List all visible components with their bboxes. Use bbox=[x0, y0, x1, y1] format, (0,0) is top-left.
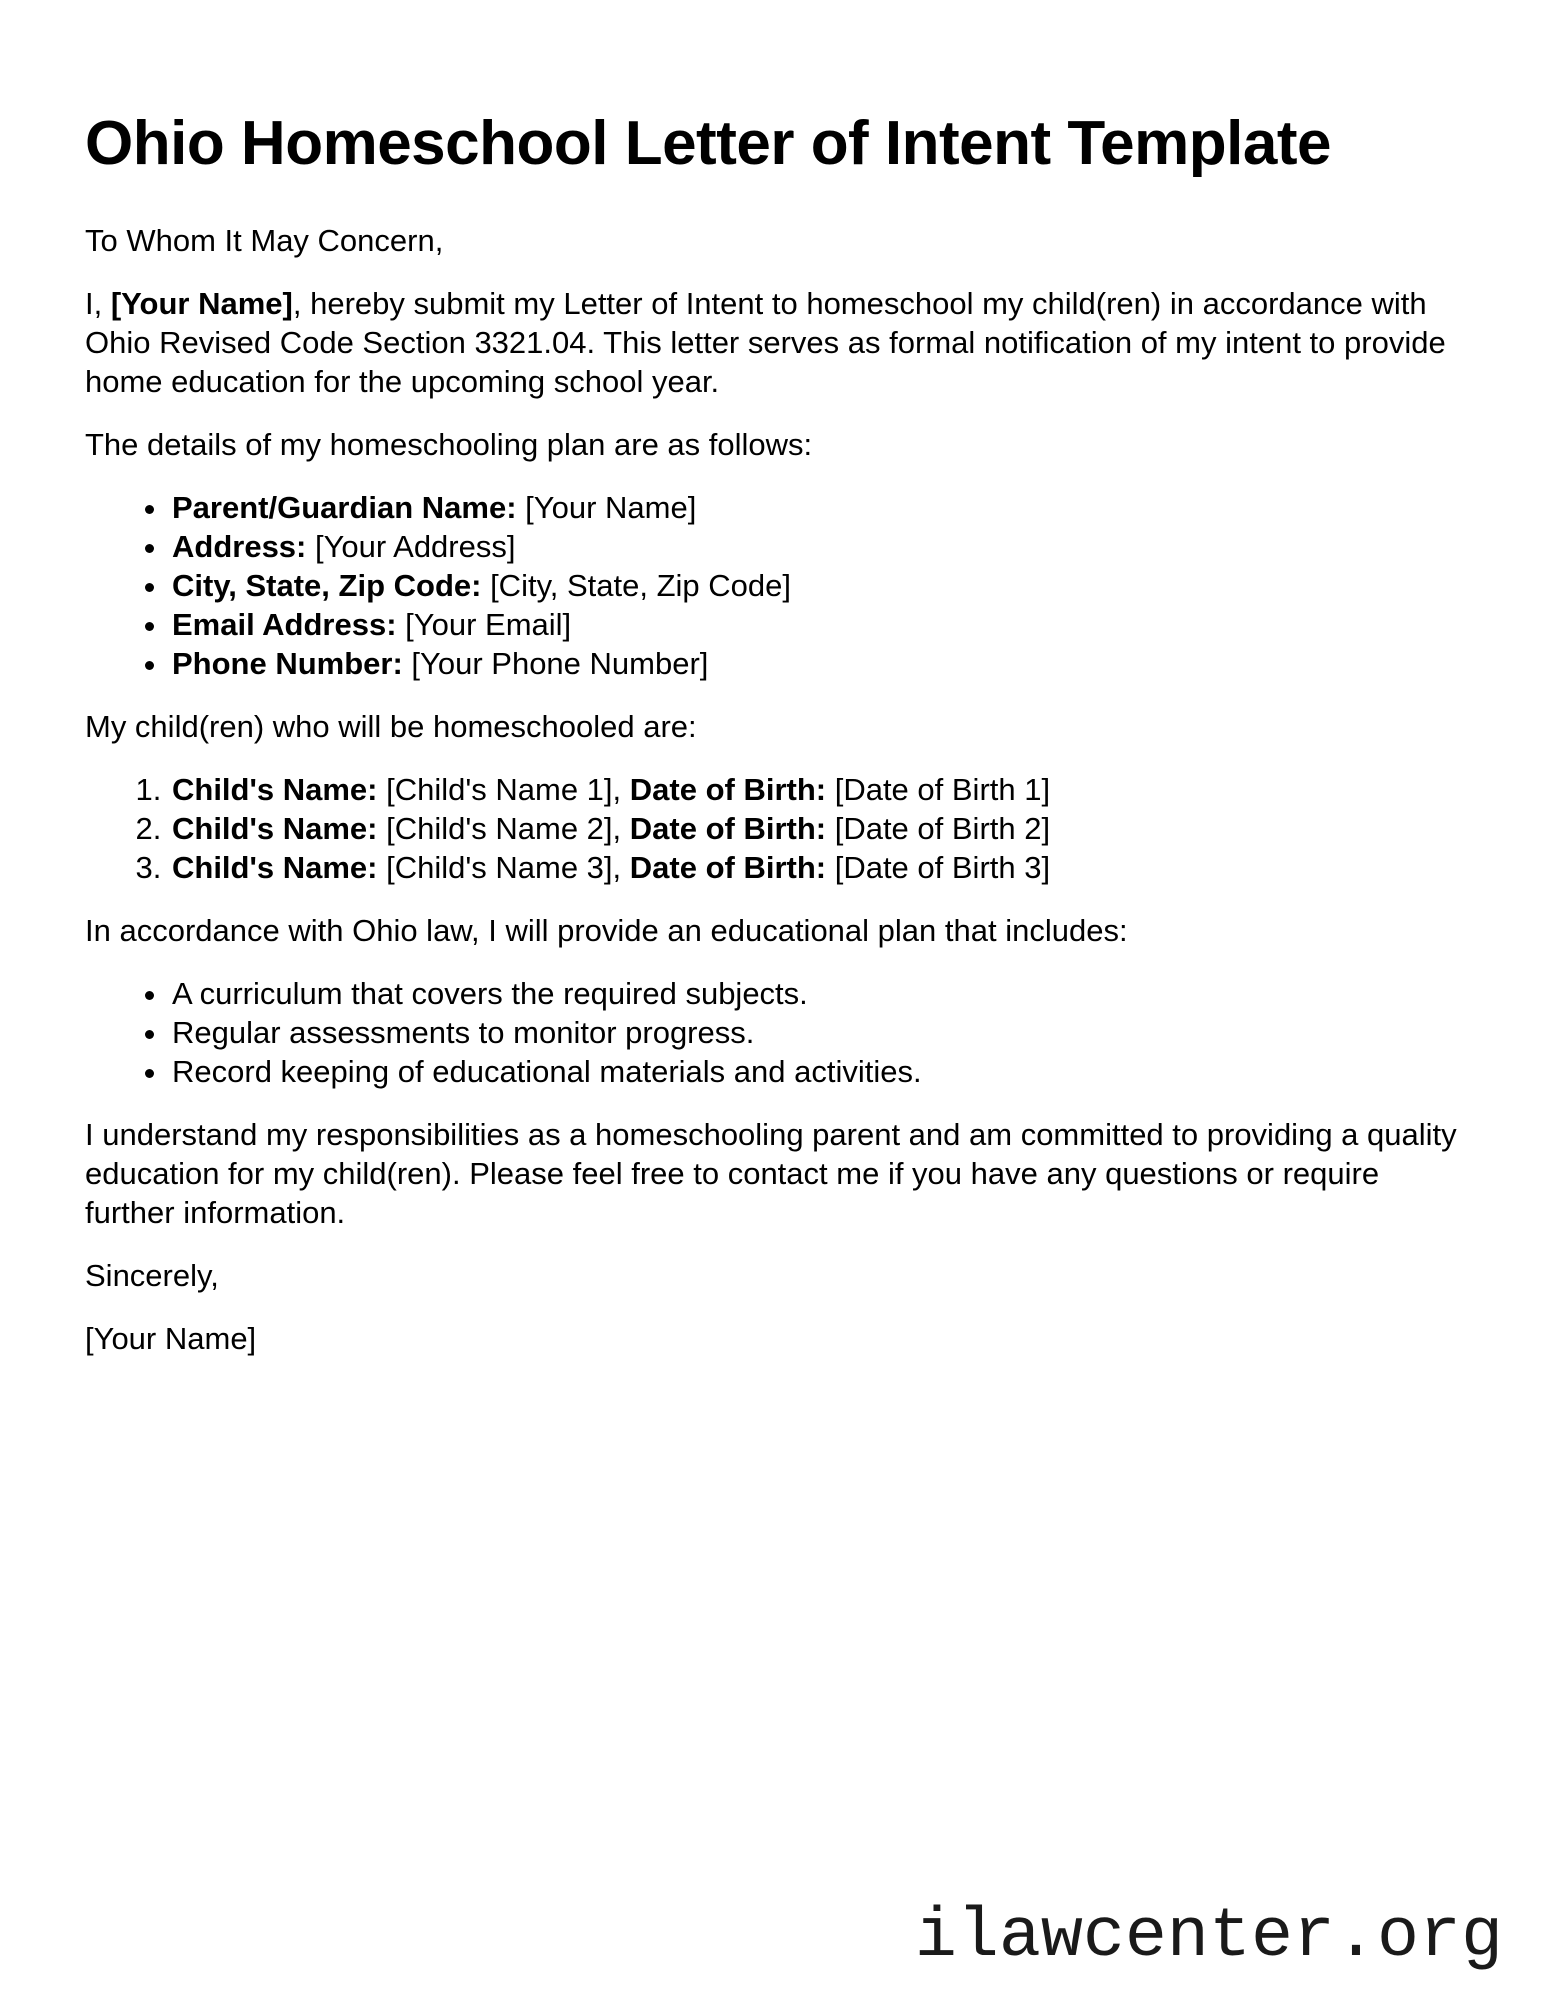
detail-value: [Your Name] bbox=[516, 490, 697, 525]
signature-placeholder: [Your Name] bbox=[85, 1321, 257, 1356]
child-name-value: [Child's Name 3], bbox=[377, 850, 630, 885]
children-list bbox=[85, 770, 1470, 887]
child-dob-value: [Date of Birth 3] bbox=[826, 850, 1051, 885]
your-name-placeholder: [Your Name] bbox=[110, 286, 293, 321]
child-name-label: Child's Name: bbox=[172, 772, 378, 807]
list-item-parent-name bbox=[170, 488, 1470, 527]
child-name-label: Child's Name: bbox=[172, 850, 378, 885]
details-heading: The details of my homeschooling plan are as follows: bbox=[85, 427, 813, 462]
list-item-phone bbox=[170, 644, 1470, 683]
details-list bbox=[85, 488, 1470, 683]
detail-label: Email Address: bbox=[172, 607, 397, 642]
children-heading: My child(ren) who will be homeschooled are: bbox=[85, 709, 697, 744]
child-dob-label: Date of Birth: bbox=[629, 811, 827, 846]
intro-prefix: I, bbox=[85, 286, 111, 321]
page-title: Ohio Homeschool Letter of Intent Template bbox=[85, 109, 1331, 178]
plan-item-assessments: • Regular assessments to monitor progress. bbox=[170, 1013, 1470, 1052]
detail-value: [Your Phone Number] bbox=[402, 646, 709, 681]
detail-value: [Your Email] bbox=[396, 607, 572, 642]
plan-item-curriculum: • A curriculum that covers the required subjects. bbox=[170, 974, 1470, 1013]
closing-paragraph: I understand my responsibilities as a homeschooling parent and am committed to providing a quality education for my child(ren). Please feel free to contact me if you have any questions or require further information. bbox=[85, 1117, 1457, 1230]
detail-value: [Your Address] bbox=[306, 529, 516, 564]
child-dob-label: Date of Birth: bbox=[629, 850, 827, 885]
intro-rest: , hereby submit my Letter of Intent to homeschool my child(ren) in accordance with Ohio Revised Code Section 3321.04. This letter serves as formal notification of my intent to provide home education for the upcoming school year. bbox=[85, 286, 1446, 399]
salutation: To Whom It May Concern, bbox=[85, 223, 444, 258]
child-list-item-1 bbox=[170, 770, 1470, 809]
detail-label: Parent/Guardian Name: bbox=[172, 490, 517, 525]
plan-heading: In accordance with Ohio law, I will provide an educational plan that includes: bbox=[85, 913, 1128, 948]
signoff: Sincerely, bbox=[85, 1258, 219, 1293]
child-dob-value: [Date of Birth 1] bbox=[826, 772, 1051, 807]
child-dob-label: Date of Birth: bbox=[629, 772, 827, 807]
child-name-label: Child's Name: bbox=[172, 811, 378, 846]
child-dob-value: [Date of Birth 2] bbox=[826, 811, 1051, 846]
plan-item-records: • Record keeping of educational materials and activities. bbox=[170, 1052, 1470, 1091]
detail-label: Address: bbox=[172, 529, 307, 564]
detail-label: City, State, Zip Code: bbox=[172, 568, 482, 603]
child-name-value: [Child's Name 1], bbox=[377, 772, 630, 807]
list-item-address bbox=[170, 527, 1470, 566]
plan-list bbox=[85, 974, 1470, 1091]
list-item-city-state-zip bbox=[170, 566, 1470, 605]
site-footer-url: ilawcenter.org bbox=[914, 1898, 1503, 1977]
child-name-value: [Child's Name 2], bbox=[377, 811, 630, 846]
list-item-email bbox=[170, 605, 1470, 644]
child-list-item-3 bbox=[170, 848, 1470, 887]
child-list-item-2 bbox=[170, 809, 1470, 848]
detail-value: [City, State, Zip Code] bbox=[481, 568, 791, 603]
detail-label: Phone Number: bbox=[172, 646, 403, 681]
intro-paragraph bbox=[85, 284, 1470, 401]
